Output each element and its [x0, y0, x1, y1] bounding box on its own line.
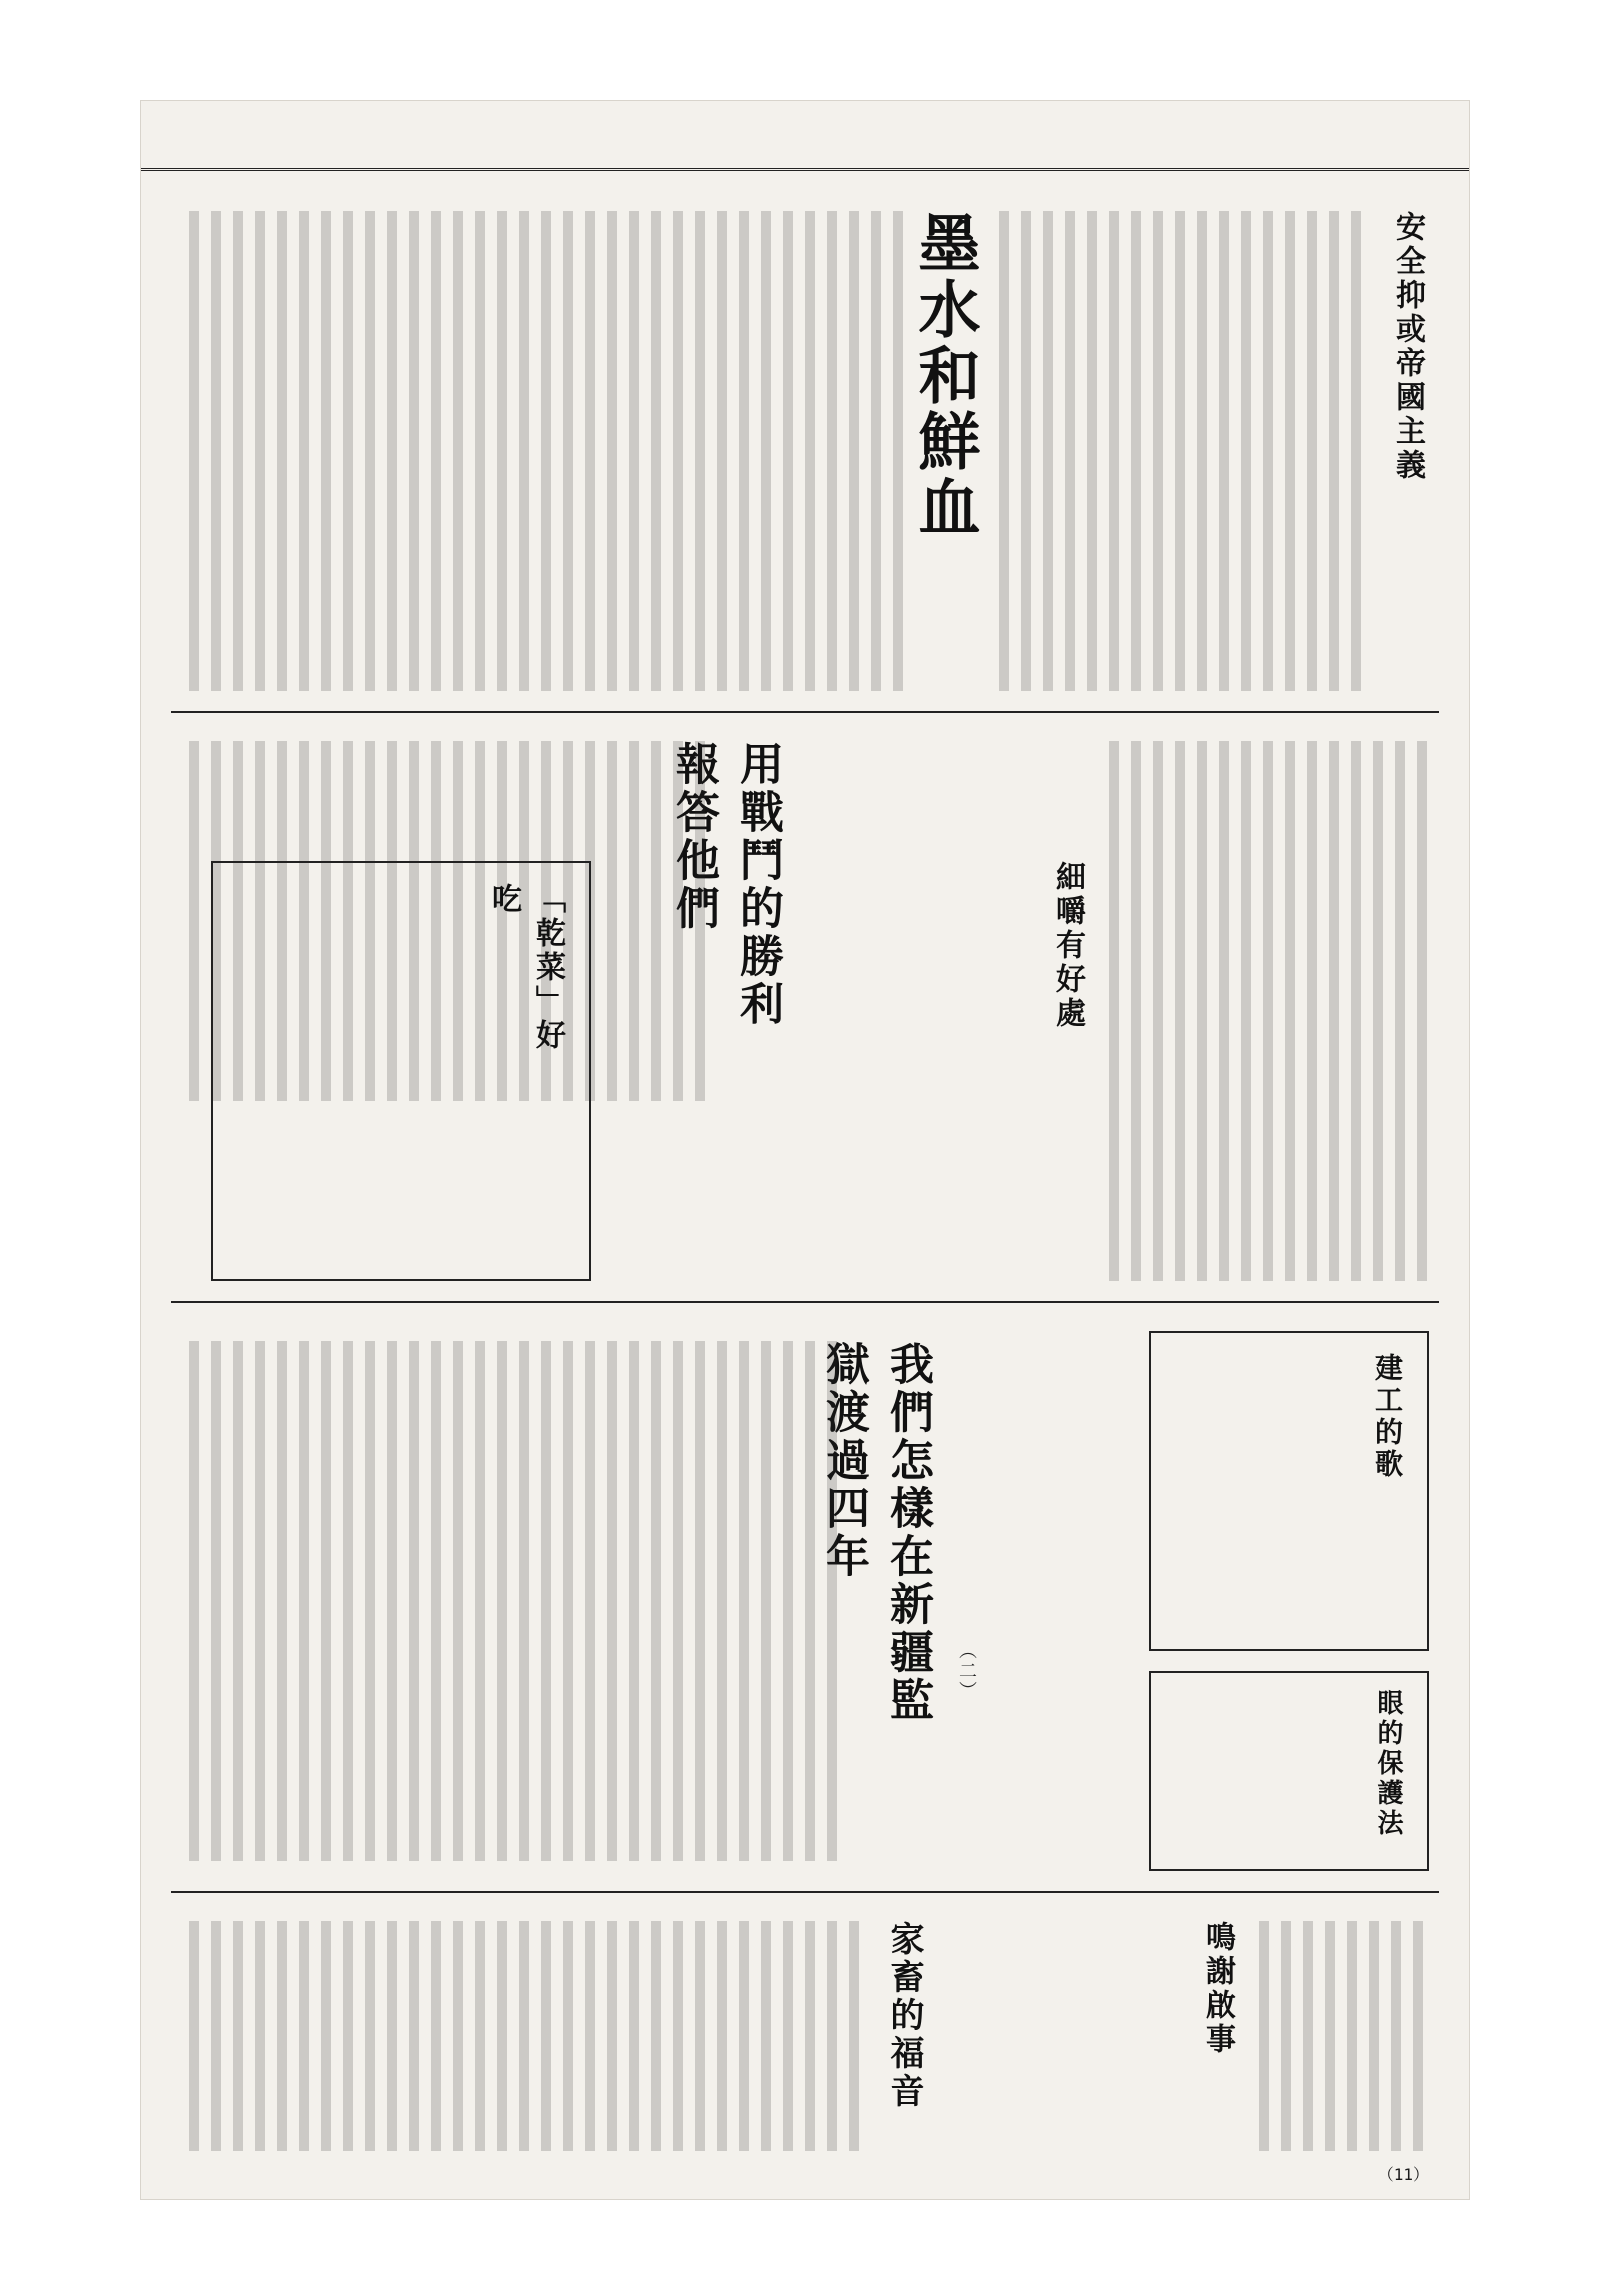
newspaper-page: [140, 100, 1470, 2200]
headline-gaosu: 鳴謝啟事: [1200, 1921, 1235, 2057]
text-column: [1109, 741, 1429, 1281]
masthead: [141, 101, 1469, 171]
article-box: [1149, 1671, 1429, 1871]
headline-haochi: 「乾菜」好吃: [486, 883, 565, 1053]
text-column: [189, 1341, 849, 1861]
headline-right-top: 安全抑或帝國主義: [1390, 211, 1425, 483]
page-number: （11）: [1377, 2165, 1429, 2184]
main-headline: 墨水和鮮血: [908, 211, 981, 541]
headline-jiangong: 建工的歌: [1371, 1353, 1404, 1481]
headline-jiachu: 家畜的福音: [884, 1921, 924, 2111]
divider: [171, 1301, 1439, 1303]
headline-xinjiang: 我們怎樣在新疆監獄渡過四年: [818, 1341, 933, 1725]
headline-xinjiang-part: （二）: [956, 1641, 977, 1701]
headline-fight: 用戰鬥的勝利報答他們: [668, 741, 783, 1029]
article-box: [1149, 1331, 1429, 1651]
text-column: [189, 211, 909, 691]
headline-baohufa: 眼的保護法: [1373, 1689, 1403, 1839]
headline-shichi: 細嚼有好處: [1050, 861, 1085, 1031]
text-column: [999, 211, 1369, 691]
text-column: [1259, 1921, 1429, 2151]
divider: [171, 711, 1439, 713]
divider: [171, 1891, 1439, 1893]
article-box: [211, 861, 591, 1281]
text-column: [189, 1921, 869, 2151]
